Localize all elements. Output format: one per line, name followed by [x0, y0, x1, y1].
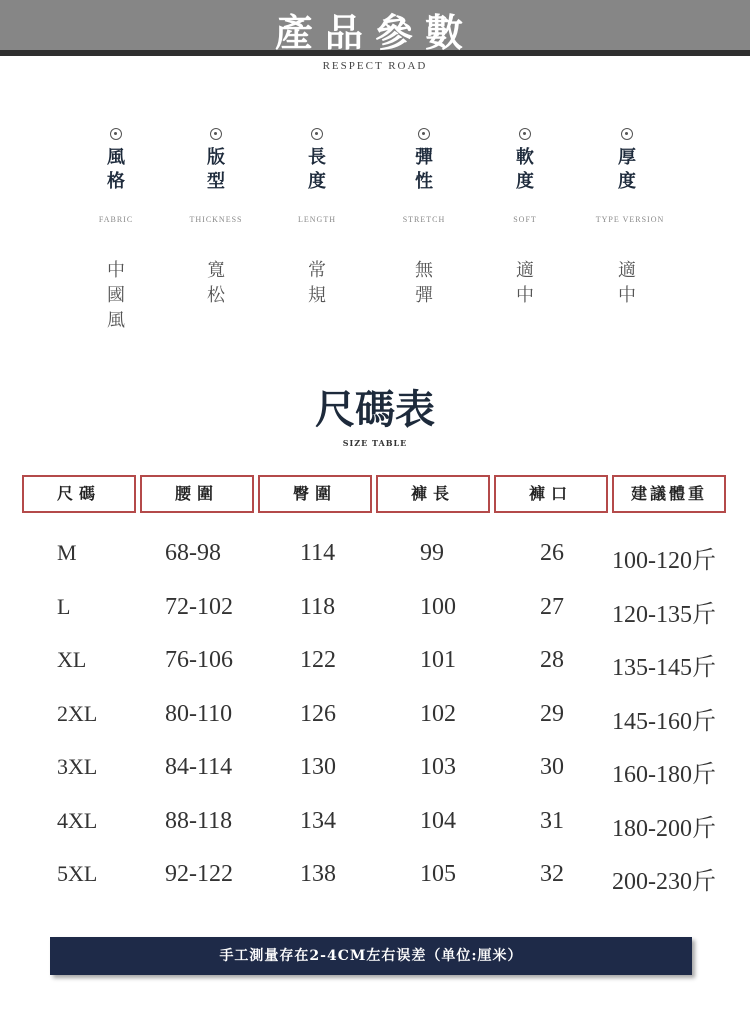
opening-cell: 32	[540, 861, 564, 887]
param-value: 寬松	[207, 260, 225, 306]
param-en-label: LENGTH	[298, 215, 336, 224]
size-table-subtitle: SIZE TABLE	[342, 438, 408, 448]
radio-dot-icon	[519, 128, 531, 140]
param-value: 無彈	[415, 260, 433, 306]
param-stretch	[394, 128, 454, 194]
hip-cell: 118	[300, 593, 336, 620]
size-cell: 5XL	[57, 861, 98, 886]
weight-cell: 160-180斤	[612, 762, 716, 788]
param-name: 長度	[308, 147, 326, 192]
param-length	[287, 128, 347, 194]
weight-cell: 120-135斤	[612, 601, 716, 628]
weight-cell: 100-120斤	[612, 548, 716, 574]
length-cell: 101	[420, 647, 456, 673]
param-style	[86, 128, 146, 194]
size-cell: XL	[57, 647, 87, 672]
param-en-label: THICKNESS	[189, 215, 243, 224]
banner-subtitle: RESPECT ROAD	[322, 60, 428, 72]
header-hip: 臀圍	[258, 475, 372, 513]
header-size: 尺碼	[22, 475, 136, 513]
weight-cell: 145-160斤	[612, 708, 716, 735]
param-name: 厚度	[618, 147, 636, 192]
hip-cell: 114	[300, 540, 336, 566]
opening-cell: 29	[540, 700, 564, 727]
opening-cell: 26	[540, 540, 564, 566]
param-name: 彈性	[415, 147, 433, 192]
waist-cell: 72-102	[165, 593, 233, 620]
param-name: 風格	[107, 147, 125, 192]
radio-dot-icon	[311, 128, 323, 140]
waist-cell: 68-98	[165, 540, 221, 566]
header-leg-opening: 褲口	[494, 475, 608, 513]
radio-dot-icon	[418, 128, 430, 140]
weight-cell: 200-230斤	[612, 869, 716, 895]
size-cell: 4XL	[57, 807, 98, 833]
hip-cell: 138	[300, 861, 336, 887]
param-fit	[186, 128, 246, 194]
hip-cell: 122	[300, 647, 336, 673]
waist-cell: 88-118	[165, 807, 233, 834]
size-cell: L	[57, 593, 71, 619]
size-cell: 3XL	[57, 754, 98, 779]
param-en-label: TYPE VERSION	[595, 215, 665, 224]
header-weight: 建議體重	[612, 475, 726, 513]
length-cell: 105	[420, 861, 456, 887]
param-name: 軟度	[516, 147, 534, 192]
param-value: 適中	[516, 260, 534, 306]
param-thickness	[597, 128, 657, 194]
param-en-label: FABRIC	[98, 215, 134, 224]
waist-cell: 76-106	[165, 647, 233, 673]
opening-cell: 27	[540, 593, 564, 620]
header-waist: 腰圍	[140, 475, 254, 513]
hip-cell: 130	[300, 754, 336, 780]
radio-dot-icon	[110, 128, 122, 140]
opening-cell: 31	[540, 807, 564, 834]
opening-cell: 30	[540, 754, 564, 780]
opening-cell: 28	[540, 647, 564, 673]
param-name: 版型	[207, 147, 225, 192]
length-cell: 103	[420, 754, 456, 780]
size-cell: M	[57, 540, 77, 565]
waist-cell: 84-114	[165, 754, 233, 780]
hip-cell: 126	[300, 700, 336, 727]
length-cell: 102	[420, 700, 456, 727]
weight-cell: 135-145斤	[612, 655, 716, 681]
radio-dot-icon	[210, 128, 222, 140]
length-cell: 100	[420, 593, 456, 620]
length-cell: 99	[420, 540, 444, 566]
header-pant-length: 褲長	[376, 475, 490, 513]
radio-dot-icon	[621, 128, 633, 140]
banner-title: 產品參數	[274, 10, 475, 55]
waist-cell: 80-110	[165, 700, 233, 727]
weight-cell: 180-200斤	[612, 815, 716, 842]
waist-cell: 92-122	[165, 861, 233, 887]
size-table-title: 尺碼表	[315, 386, 435, 433]
param-en-label: STRETCH	[402, 215, 446, 224]
param-value: 適中	[618, 260, 636, 306]
param-value: 中國風	[107, 260, 125, 331]
param-value: 常規	[308, 260, 326, 306]
length-cell: 104	[420, 807, 456, 834]
measurement-note: 手工測量存在2-4CM左右误差（单位:厘米）	[50, 937, 692, 975]
param-en-label: SOFT	[513, 215, 537, 224]
hip-cell: 134	[300, 807, 336, 834]
param-softness	[495, 128, 555, 194]
size-cell: 2XL	[57, 700, 98, 726]
